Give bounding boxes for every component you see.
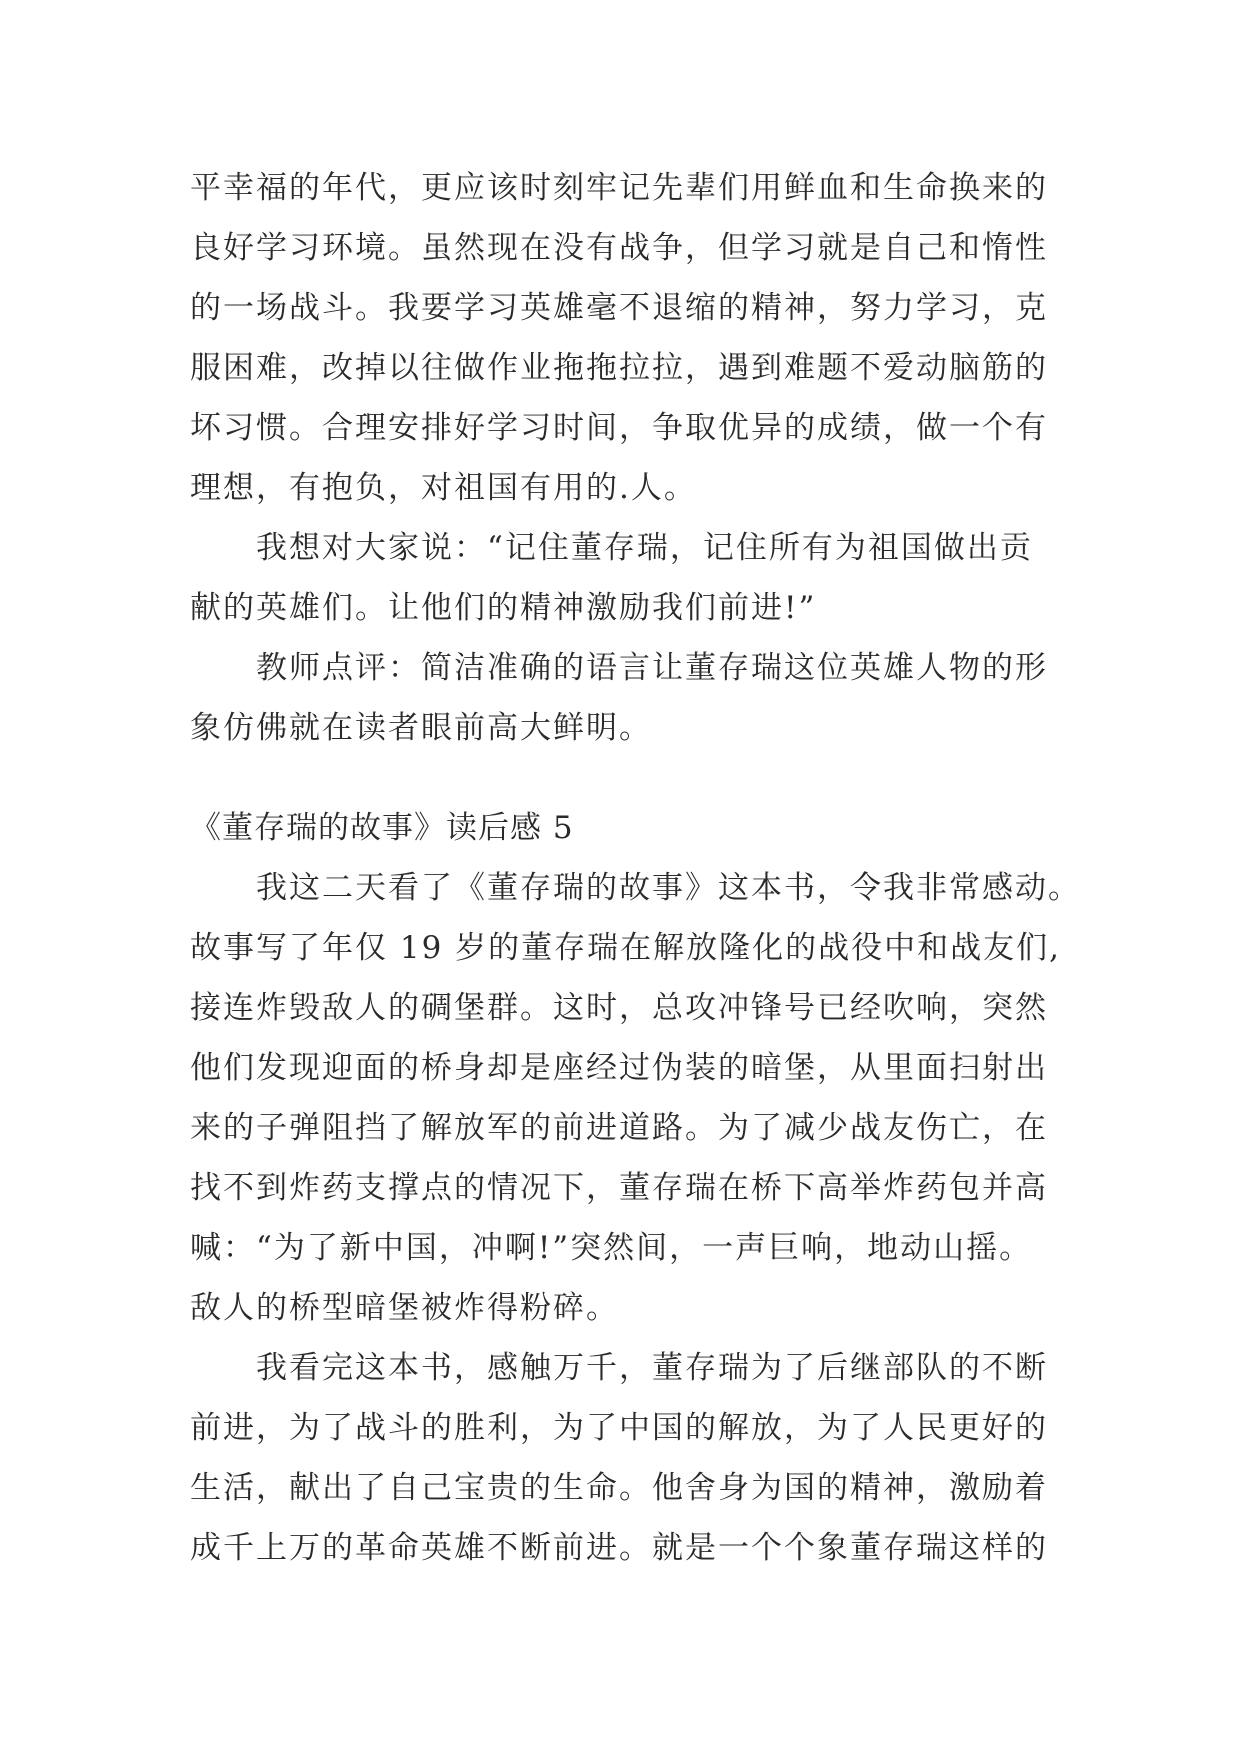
text-line: 故事写了年仅 19 岁的董存瑞在解放隆化的战役中和战友们,: [190, 930, 1062, 966]
section-heading: 《董存瑞的故事》读后感 5: [190, 810, 574, 846]
text-line: 坏习惯。合理安排好学习时间，争取优异的成绩，做一个有: [190, 410, 1048, 446]
text-line: 教师点评：简洁准确的语言让董存瑞这位英雄人物的形: [256, 650, 1048, 686]
text-line: 平幸福的年代，更应该时刻牢记先辈们用鲜血和生命换来的: [190, 170, 1048, 206]
text-line: 献的英雄们。让他们的精神激励我们前进!”: [190, 590, 817, 626]
text-line: 找不到炸药支撑点的情况下，董存瑞在桥下高举炸药包并高: [190, 1170, 1048, 1206]
text-line: 良好学习环境。虽然现在没有战争，但学习就是自己和惰性: [190, 230, 1048, 266]
text-line: 来的子弹阻挡了解放军的前进道路。为了减少战友伤亡，在: [190, 1110, 1048, 1146]
text-line: 象仿佛就在读者眼前高大鲜明。: [190, 710, 652, 746]
text-line: 我看完这本书，感触万千，董存瑞为了后继部队的不断: [256, 1350, 1048, 1386]
text-line: 接连炸毁敌人的碉堡群。这时，总攻冲锋号已经吹响，突然: [190, 990, 1048, 1026]
text-line: 生活，献出了自己宝贵的生命。他舍身为国的精神，激励着: [190, 1470, 1048, 1506]
text-line: 敌人的桥型暗堡被炸得粉碎。: [190, 1290, 619, 1326]
text-line: 理想，有抱负，对祖国有用的.人。: [190, 470, 697, 506]
text-line: 他们发现迎面的桥身却是座经过伪装的暗堡，从里面扫射出: [190, 1050, 1048, 1086]
text-line: 前进，为了战斗的胜利，为了中国的解放，为了人民更好的: [190, 1410, 1048, 1446]
text-line: 服困难，改掉以往做作业拖拖拉拉，遇到难题不爱动脑筋的: [190, 350, 1048, 386]
text-line: 我这二天看了《董存瑞的故事》这本书，令我非常感动。: [256, 870, 1081, 906]
text-line: 成千上万的革命英雄不断前进。就是一个个象董存瑞这样的: [190, 1530, 1048, 1566]
text-line: 喊：“为了新中国，冲啊!”突然间，一声巨响，地动山摇。: [190, 1230, 1033, 1266]
text-line: 的一场战斗。我要学习英雄毫不退缩的精神，努力学习，克: [190, 290, 1048, 326]
text-line: 我想对大家说：“记住董存瑞，记住所有为祖国做出贡: [256, 530, 1033, 566]
